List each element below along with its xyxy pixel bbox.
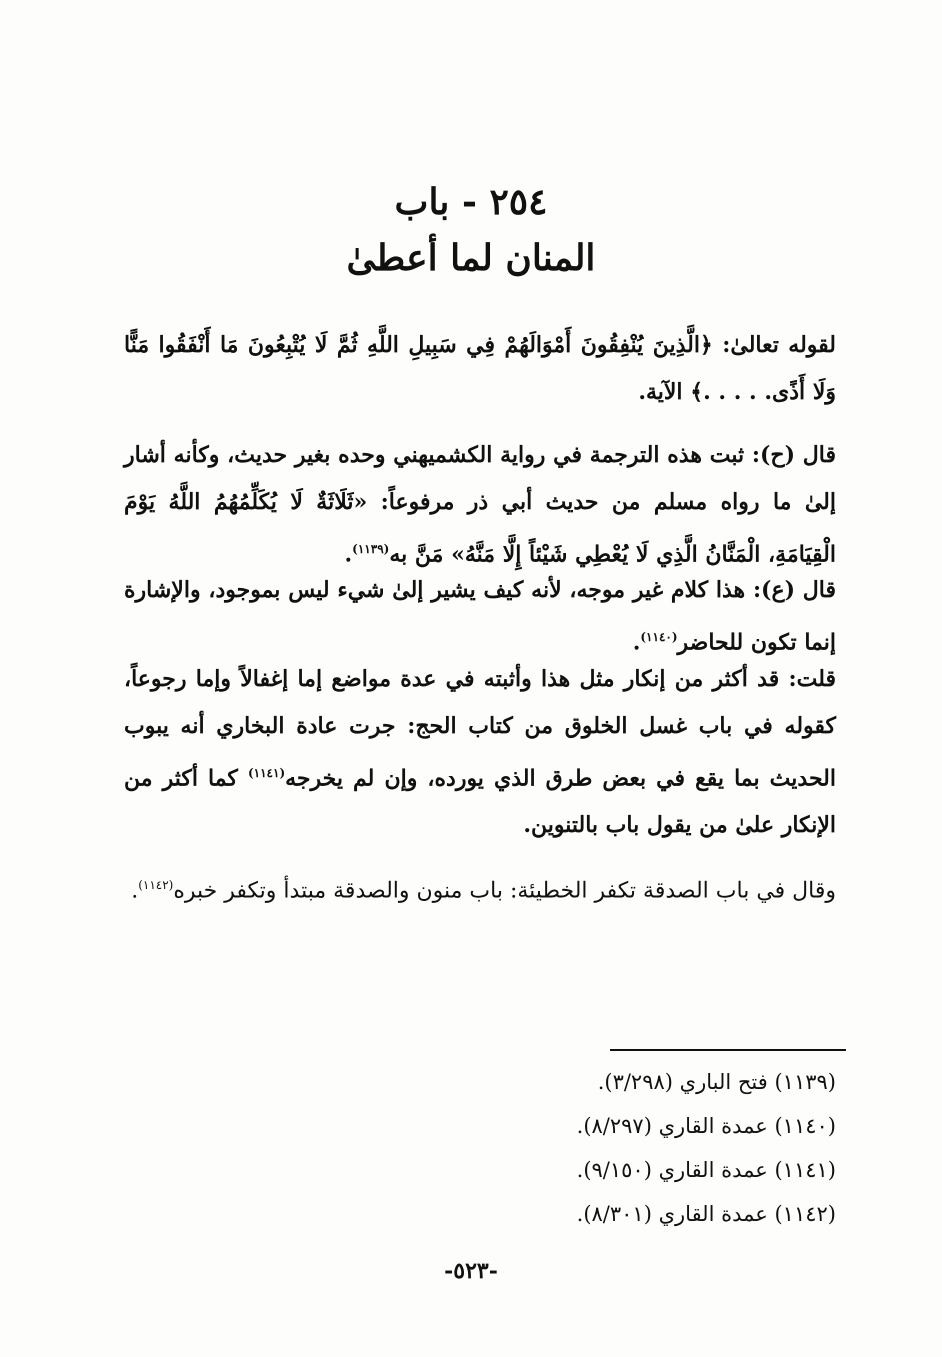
paragraph-sadaqa: وقال في باب الصدقة تكفر الخطيئة: باب منون والصدقة مبتدأ وتكفر خبره$^{(١١٤٢)}$.	[131, 878, 836, 904]
paragraph-label: قال (ع):	[752, 577, 836, 603]
page-number: -٥٢٣-	[444, 1258, 498, 1284]
paragraph-text: هذا كلام غير موجه، لأنه كيف يشير إلىٰ شيء ليس بموجود، والإشارة إنما تكون للحاضر	[124, 577, 836, 656]
paragraph-verse	[124, 322, 836, 416]
footnote-1140: (١١٤٠) عمدة القاري (٨/٢٩٧).	[576, 1114, 836, 1138]
footnote-1139: (١١٣٩) فتح الباري (٣/٢٩٨).	[597, 1070, 836, 1094]
footnote-ref: (١١٤٢)	[138, 878, 174, 892]
footnote-divider	[610, 1049, 846, 1051]
paragraph-h: قال (ح): ثبت هذه الترجمة في رواية الكشميهني وحده بغير حديث، وكأنه أشار إلىٰ ما رواه مسلم من حديث أبي ذر مرفوعاً: «ثَلَاثَةٌ لَا يُكَلِّمُهُمُ اللَّهُ يَوْمَ الْقِيَامَةِ، الْمَنَّانُ الَّذِي لَا يُعْطِي شَيْئاً إِلَّا مَنَّهُ» مَنَّ به$^{(١١٣٩)}$.	[124, 442, 836, 568]
footnote-1141: (١١٤١) عمدة القاري (٩/١٥٠).	[576, 1158, 836, 1182]
paragraph-text: وقال في باب الصدقة تكفر الخطيئة: باب منون والصدقة مبتدأ وتكفر خبره	[173, 878, 836, 904]
footnote-ref: (١١٤١)	[247, 766, 286, 780]
paragraph-a: قال (ع): هذا كلام غير موجه، لأنه كيف يشير إلىٰ شيء ليس بموجود، والإشارة إنما تكون للحاضر$^{(١١٤٠)}$.	[124, 577, 836, 656]
paragraph-qultu	[124, 656, 836, 849]
paragraph-text: لقوله تعالىٰ: ﴿الَّذِينَ يُنْفِقُونَ أَمْوَالَهُمْ فِي سَبِيلِ اللَّهِ ثُمَّ لَا يُتْبِعُونَ مَا أَنْفَقُوا مَنًّا وَلَا أَذًى. . . . .﴾ الآية.	[124, 332, 836, 405]
paragraph-text: ثبت هذه الترجمة في رواية الكشميهني وحده بغير حديث، وكأنه أشار إلىٰ ما رواه مسلم من حديث أبي ذر مرفوعاً: «ثَلَاثَةٌ لَا يُكَلِّمُهُمُ اللَّهُ يَوْمَ الْقِيَامَةِ، الْمَنَّانُ الَّذِي لَا يُعْطِي شَيْئاً إِلَّا مَنَّهُ» مَنَّ به	[124, 442, 836, 568]
footnote-1142: (١١٤٢) عمدة القاري (٨/٣٠١).	[576, 1202, 836, 1226]
footnote-ref: (١١٤٠)	[640, 630, 678, 644]
paragraph-text: قد أكثر من إنكار مثل هذا وأثبته في عدة مواضع إما إغفالاً وإما رجوعاً، كقوله في باب غسل الخلوق من كتاب الحج: جرت عادة البخاري أنه يبوب الحديث بما يقع في بعض طرق الذي يورده، وإن لم يخرجه	[124, 666, 836, 792]
paragraph-tail: كما أكثر من الإنكار علىٰ من يقول باب بالتنوين.	[124, 765, 836, 839]
footnote-ref: (١١٣٩)	[352, 542, 390, 556]
paragraph-label: قلت:	[788, 666, 836, 692]
paragraph-label: قال (ح):	[751, 442, 836, 468]
chapter-number: ٢٥٤ - باب	[394, 181, 548, 223]
chapter-title: المنان لما أعطىٰ	[346, 237, 596, 279]
